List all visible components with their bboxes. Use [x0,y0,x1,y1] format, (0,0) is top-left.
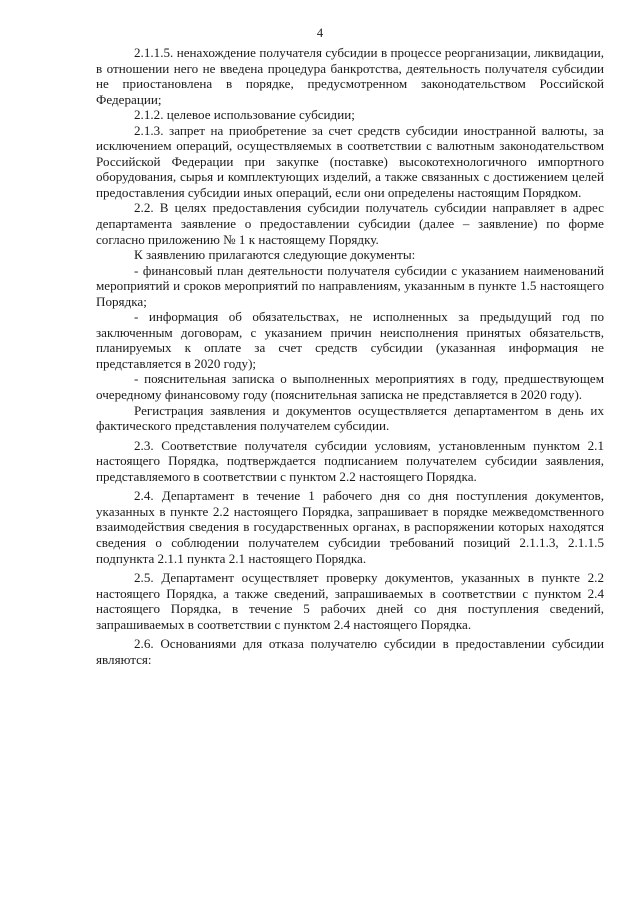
paragraph-2-2: 2.2. В целях предоставления субсидии получатель субсидии направляет в адрес департамента заявление о предоставлении субсидии (далее – заявление) по форме согласно приложению № 1 к настоящему Порядку. [96,200,604,247]
paragraph-2-4: 2.4. Департамент в течение 1 рабочего дня со дня поступления документов, указанных в пункте 2.2 настоящего Порядка, запрашивает в порядке межведомственного взаимодействия сведения в государственных органах, в распоряжении которых находятся сведения о соблюдении получателем субсидии требований позиций 2.1.1.3, 2.1.1.5 подпункта 2.1.1 пункта 2.1 настоящего Порядка. [96,488,604,566]
paragraph-2-1-3: 2.1.3. запрет на приобретение за счет средств субсидии иностранной валюты, за исключением операций, осуществляемых в соответствии с валютным законодательством Российской Федерации при закупке (поставке) высокотехнологичного импортного оборудования, сырья и комплектующих изделий, а также связанных с достижением целей предоставления субсидии иных операций, если они определены настоящим Порядком. [96,122,604,200]
paragraph-registration: Регистрация заявления и документов осуществляется департаментом в день их фактического представления получателем субсидии. [96,402,604,434]
list-item-financial-plan: - финансовый план деятельности получателя субсидии с указанием наименований мероприятий и сроков мероприятий по направлениям, указанным в пункте 1.5 настоящего Порядка; [96,262,604,309]
paragraph-2-3: 2.3. Соответствие получателя субсидии условиям, установленным пунктом 2.1 настоящего Порядка, подтверждается подписанием получателем субсидии заявления, представляемого в соответствии с пунктом 2.2 настоящего Порядка. [96,437,604,484]
paragraph-2-1-1-5: 2.1.1.5. ненахождение получателя субсидии в процессе реорганизации, ликвидации, в отношении него не введена процедура банкротства, деятельность получателя субсидии не приостановлена в порядке, предусмотренном законодательством Российской Федерации; [96,45,604,107]
document-body [96,45,604,667]
paragraph-2-5: 2.5. Департамент осуществляет проверку документов, указанных в пункте 2.2 настоящего Порядка, а также сведений, запрашиваемых в соответствии с пунктом 2.4 настоящего Порядка, в течение 5 рабочих дней со дня поступления сведений, запрашиваемых в соответствии с пунктом 2.4 настоящего Порядка. [96,570,604,632]
paragraph-2-1-2: 2.1.2. целевое использование субсидии; [134,107,355,123]
paragraph-2-6: 2.6. Основаниями для отказа получателю субсидии в предоставлении субсидии являются: [96,636,604,667]
list-item-obligations-info: - информация об обязательствах, не исполненных за предыдущий год по заключенным договорам, с указанием причин неисполнения принятых обязательств, планируемых к оплате за счет средств субсидии (указанная информация не представляется в 2020 году); [96,309,604,371]
page-number: 4 [316,26,324,40]
paragraph-documents-intro: К заявлению прилагаются следующие документы: [134,247,416,263]
list-item-explanatory-note: - пояснительная записка о выполненных мероприятиях в году, предшествующем очередному финансовому году (пояснительная записка не представляется в 2020 году). [96,371,604,403]
